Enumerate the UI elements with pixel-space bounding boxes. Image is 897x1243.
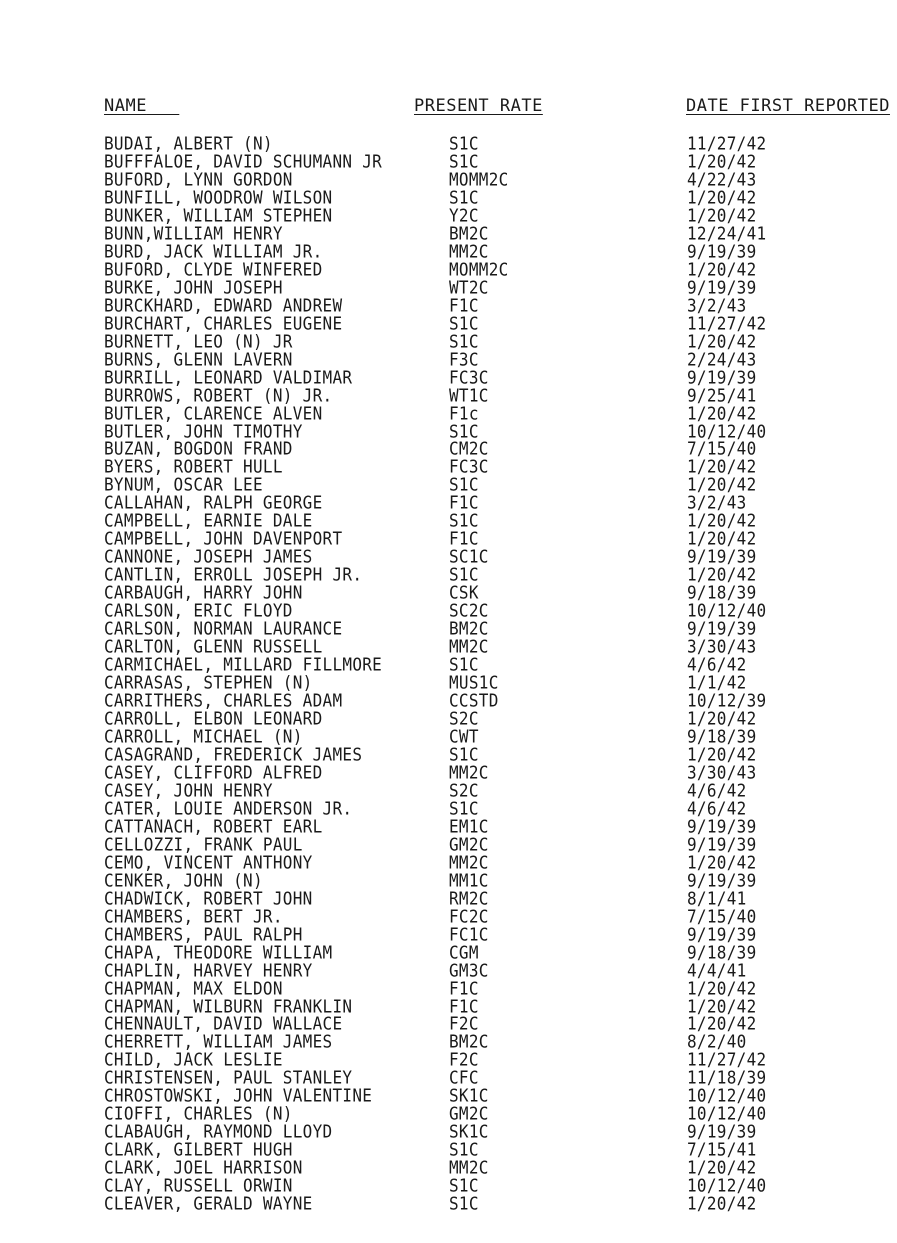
crew-name: CARLSON, ERIC FLOYD [104,600,293,622]
crew-name: CARLSON, NORMAN LAURANCE [104,618,343,640]
roster-row [104,492,894,514]
crew-rate: MM2C [449,851,489,873]
crew-date-reported: 10/12/40 [687,1103,767,1125]
crew-name: BYERS, ROBERT HULL [104,456,283,478]
roster-row [104,1031,894,1053]
crew-date-reported: 9/19/39 [687,240,757,262]
crew-rate: CM2C [449,438,489,460]
crew-rate: MUS1C [449,671,499,694]
roster-row [104,150,894,173]
crew-date-reported: 9/19/39 [687,869,757,891]
crew-date-reported: 11/27/42 [687,312,767,334]
roster-list [104,132,894,1215]
crew-date-reported: 10/12/40 [687,600,767,622]
crew-name: BUTLER, JOHN TIMOTHY [104,420,303,442]
roster-row [104,871,894,889]
crew-name: CATTANACH, ROBERT EARL [104,815,323,837]
crew-name: BUNKER, WILLIAM STEPHEN [104,204,333,227]
crew-rate: CCSTD [449,689,499,712]
crew-rate: S1C [449,797,479,820]
crew-rate: S1C [449,1139,479,1161]
crew-name: CARROLL, MICHAEL (N) [104,725,303,748]
roster-row [104,817,894,835]
crew-rate: F1C [449,977,479,999]
crew-name: CANTLIN, ERROLL JOSEPH JR. [104,564,363,586]
crew-name: CHADWICK, ROBERT JOHN [104,887,313,909]
roster-row [104,1103,894,1125]
crew-rate: S1C [449,564,479,586]
roster-row [104,1121,894,1143]
roster-row [104,1013,894,1035]
crew-rate: SC2C [449,600,489,622]
roster-row [104,1085,894,1107]
crew-rate: MM1C [449,869,489,891]
roster-row [104,168,894,191]
crew-rate: S1C [449,653,479,676]
crew-date-reported: 1/20/42 [687,528,757,550]
crew-name: CASEY, JOHN HENRY [104,779,273,802]
crew-name: CASAGRAND, FREDERICK JAMES [104,743,363,766]
crew-rate: RM2C [449,887,489,909]
crew-rate: Y2C [449,204,479,227]
roster-row [104,1175,894,1197]
crew-name: BUTLER, CLARENCE ALVEN [104,402,323,424]
crew-date-reported: 3/30/43 [687,636,757,658]
crew-name: CARMICHAEL, MILLARD FILLMORE [104,653,383,676]
crew-date-reported: 4/6/42 [687,779,747,802]
crew-name: CARLTON, GLENN RUSSELL [104,636,323,658]
crew-rate: S1C [449,420,479,442]
crew-name: CARBAUGH, HARRY JOHN [104,582,303,604]
crew-name: CEMO, VINCENT ANTHONY [104,851,313,873]
crew-name: CELLOZZI, FRANK PAUL [104,833,303,855]
crew-name: CHRISTENSEN, PAUL STANLEY [104,1067,353,1089]
crew-date-reported: 4/6/42 [687,797,747,820]
crew-date-reported: 9/18/39 [687,725,757,748]
crew-date-reported: 7/15/40 [687,905,757,927]
crew-rate: S1C [449,330,479,352]
crew-rate: CSK [449,582,479,604]
roster-row [104,853,894,871]
crew-name: CARROLL, ELBON LEONARD [104,707,323,730]
crew-rate: FC1C [449,923,489,945]
roster-row [104,725,894,748]
crew-name: CALLAHAN, RALPH GEORGE [104,492,323,514]
crew-rate: MOMM2C [449,168,509,191]
crew-date-reported: 12/24/41 [687,222,767,245]
crew-date-reported: 10/12/39 [687,689,767,712]
crew-rate: GM2C [449,833,489,855]
crew-name: BURCKHARD, EDWARD ANDREW [104,294,343,316]
crew-rate: F3C [449,348,479,370]
crew-date-reported: 9/25/41 [687,384,757,406]
crew-name: BUDAI, ALBERT (N) [104,132,273,155]
crew-name: CARRITHERS, CHARLES ADAM [104,689,343,712]
roster-row [104,546,894,568]
crew-date-reported: 8/1/41 [687,887,747,909]
crew-rate: CGM [449,941,479,963]
crew-date-reported: 9/19/39 [687,815,757,837]
crew-rate: EM1C [449,815,489,837]
roster-row [104,1049,894,1071]
crew-name: BUFORD, CLYDE WINFERED [104,258,323,280]
crew-rate: FC3C [449,366,489,388]
crew-rate: SK1C [449,1121,489,1143]
crew-name: BURNS, GLENN LAVERN [104,348,293,370]
roster-row [104,636,894,658]
roster-row [104,618,894,640]
crew-rate: GM3C [449,959,489,981]
crew-date-reported: 1/20/42 [687,564,757,586]
crew-rate: MM2C [449,240,489,262]
roster-row [104,186,894,209]
crew-rate: MOMM2C [449,258,509,280]
crew-rate: CFC [449,1067,479,1089]
crew-rate: CWT [449,725,479,748]
crew-date-reported: 9/19/39 [687,618,757,640]
crew-rate: WT1C [449,384,489,406]
crew-rate: F1C [449,492,479,514]
crew-name: BUFORD, LYNN GORDON [104,168,293,191]
roster-row [104,743,894,766]
crew-name: CHILD, JACK LESLIE [104,1049,283,1071]
crew-rate: S2C [449,779,479,802]
crew-rate: SK1C [449,1085,489,1107]
crew-date-reported: 1/20/42 [687,977,757,999]
crew-rate: S1C [449,1193,479,1215]
crew-name: CHENNAULT, DAVID WALLACE [104,1013,343,1035]
crew-rate: S1C [449,743,479,766]
crew-name: CHAPMAN, MAX ELDON [104,977,283,999]
crew-name: BURD, JACK WILLIAM JR. [104,240,323,262]
crew-name: CIOFFI, CHARLES (N) [104,1103,293,1125]
crew-date-reported: 9/19/39 [687,833,757,855]
crew-date-reported: 7/15/41 [687,1139,757,1161]
crew-name: CLEAVER, GERALD WAYNE [104,1193,313,1215]
crew-date-reported: 2/24/43 [687,348,757,370]
roster-row [104,332,894,350]
crew-date-reported: 1/20/42 [687,402,757,424]
crew-date-reported: 1/20/42 [687,1157,757,1179]
crew-name: CAMPBELL, EARNIE DALE [104,510,313,532]
crew-name: CASEY, CLIFFORD ALFRED [104,761,323,784]
roster-row [104,204,894,227]
crew-date-reported: 1/20/42 [687,204,757,227]
crew-date-reported: 9/19/39 [687,923,757,945]
crew-rate: FC2C [449,905,489,927]
roster-row [104,653,894,676]
crew-date-reported: 1/20/42 [687,258,757,280]
roster-row [104,404,894,422]
roster-row [104,222,894,245]
crew-rate: BM2C [449,1031,489,1053]
roster-row [104,242,894,260]
crew-date-reported: 1/20/42 [687,510,757,532]
crew-date-reported: 10/12/40 [687,420,767,442]
roster-row [104,707,894,730]
crew-name: BUNN,WILLIAM HENRY [104,222,283,245]
roster-row [104,510,894,532]
crew-name: BUZAN, BOGDON FRAND [104,438,293,460]
crew-rate: S1C [449,1175,479,1197]
crew-rate: F1C [449,995,479,1017]
crew-date-reported: 9/19/39 [687,276,757,298]
crew-rate: F1C [449,528,479,550]
crew-date-reported: 8/2/40 [687,1031,747,1053]
crew-date-reported: 10/12/40 [687,1175,767,1197]
roster-row [104,925,894,943]
crew-name: BURNETT, LEO (N) JR [104,330,293,352]
roster-row [104,438,894,460]
crew-rate: S2C [449,707,479,730]
crew-date-reported: 3/2/43 [687,492,747,514]
crew-name: BURRILL, LEONARD VALDIMAR [104,366,353,388]
roster-row [104,456,894,478]
crew-date-reported: 1/20/42 [687,456,757,478]
column-header-present-rate: PRESENT RATE [414,96,543,116]
crew-rate: MM2C [449,1157,489,1179]
roster-row [104,296,894,314]
roster-row [104,761,894,784]
roster-row [104,1067,894,1089]
crew-name: BURROWS, ROBERT (N) JR. [104,384,333,406]
roster-row [104,278,894,296]
crew-rate: WT2C [449,276,489,298]
roster-row [104,907,894,925]
crew-date-reported: 1/20/42 [687,995,757,1017]
crew-date-reported: 11/27/42 [687,132,767,155]
crew-date-reported: 1/20/42 [687,150,757,173]
crew-date-reported: 9/18/39 [687,582,757,604]
roster-row [104,260,894,278]
crew-rate: F1c [449,402,479,424]
crew-date-reported: 1/20/42 [687,330,757,352]
crew-rate: MM2C [449,761,489,784]
crew-name: BURKE, JOHN JOSEPH [104,276,283,298]
crew-name: CENKER, JOHN (N) [104,869,263,891]
crew-rate: BM2C [449,222,489,245]
roster-row [104,835,894,853]
roster-row [104,422,894,440]
column-header-name: NAME [104,96,147,116]
crew-name: CATER, LOUIE ANDERSON JR. [104,797,353,820]
roster-row [104,779,894,802]
crew-date-reported: 9/19/39 [687,1121,757,1143]
roster-row [104,961,894,979]
roster-row [104,582,894,604]
crew-date-reported: 7/15/40 [687,438,757,460]
crew-name: CLARK, JOEL HARRISON [104,1157,303,1179]
crew-name: CLAY, RUSSELL ORWIN [104,1175,293,1197]
roster-row [104,474,894,496]
crew-rate: F2C [449,1049,479,1071]
crew-name: BUFFFALOE, DAVID SCHUMANN JR [104,150,383,173]
crew-rate: S1C [449,132,479,155]
crew-date-reported: 1/20/42 [687,743,757,766]
roster-row [104,943,894,961]
crew-rate: FC3C [449,456,489,478]
crew-name: CANNONE, JOSEPH JAMES [104,546,313,568]
crew-date-reported: 11/18/39 [687,1067,767,1089]
crew-date-reported: 1/20/42 [687,851,757,873]
crew-rate: S1C [449,312,479,334]
crew-date-reported: 10/12/40 [687,1085,767,1107]
crew-date-reported: 11/27/42 [687,1049,767,1071]
crew-rate: F1C [449,294,479,316]
roster-row [104,1139,894,1161]
crew-date-reported: 1/20/42 [687,1013,757,1035]
roster-row [104,132,894,155]
crew-name: CARRASAS, STEPHEN (N) [104,671,313,694]
roster-row [104,797,894,820]
crew-date-reported: 3/2/43 [687,294,747,316]
roster-row [104,889,894,907]
crew-name: CHAPLIN, HARVEY HENRY [104,959,313,981]
crew-name: CLABAUGH, RAYMOND LLOYD [104,1121,333,1143]
crew-date-reported: 1/1/42 [687,671,747,694]
roster-row [104,368,894,386]
crew-date-reported: 3/30/43 [687,761,757,784]
roster-row [104,386,894,404]
roster-row [104,1157,894,1179]
crew-rate: S1C [449,510,479,532]
crew-date-reported: 9/18/39 [687,941,757,963]
crew-rate: F2C [449,1013,479,1035]
crew-date-reported: 4/22/43 [687,168,757,191]
crew-name: CHROSTOWSKI, JOHN VALENTINE [104,1085,373,1107]
crew-date-reported: 1/20/42 [687,186,757,209]
crew-date-reported: 1/20/42 [687,707,757,730]
crew-rate: S1C [449,186,479,209]
crew-rate: S1C [449,150,479,173]
crew-date-reported: 1/20/42 [687,474,757,496]
crew-name: CLARK, GILBERT HUGH [104,1139,293,1161]
crew-rate: BM2C [449,618,489,640]
crew-rate: GM2C [449,1103,489,1125]
roster-row [104,689,894,712]
crew-date-reported: 4/6/42 [687,653,747,676]
crew-name: CHAPA, THEODORE WILLIAM [104,941,333,963]
crew-date-reported: 1/20/42 [687,1193,757,1215]
crew-date-reported: 9/19/39 [687,366,757,388]
crew-name: CAMPBELL, JOHN DAVENPORT [104,528,343,550]
roster-row [104,528,894,550]
roster-row [104,1193,894,1215]
column-header-date-first-reported: DATE FIRST REPORTED [686,96,890,116]
crew-rate: S1C [449,474,479,496]
crew-name: CHERRETT, WILLIAM JAMES [104,1031,333,1053]
roster-row [104,350,894,368]
roster-row [104,314,894,332]
crew-date-reported: 4/4/41 [687,959,747,981]
crew-rate: SC1C [449,546,489,568]
crew-name: BYNUM, OSCAR LEE [104,474,263,496]
crew-name: CHAMBERS, BERT JR. [104,905,283,927]
crew-name: BURCHART, CHARLES EUGENE [104,312,343,334]
crew-name: CHAMBERS, PAUL RALPH [104,923,303,945]
roster-row [104,979,894,997]
crew-name: BUNFILL, WOODROW WILSON [104,186,333,209]
roster-row [104,671,894,694]
roster-row [104,997,894,1015]
crew-name: CHAPMAN, WILBURN FRANKLIN [104,995,353,1017]
crew-date-reported: 9/19/39 [687,546,757,568]
roster-row [104,600,894,622]
crew-rate: MM2C [449,636,489,658]
roster-row [104,564,894,586]
